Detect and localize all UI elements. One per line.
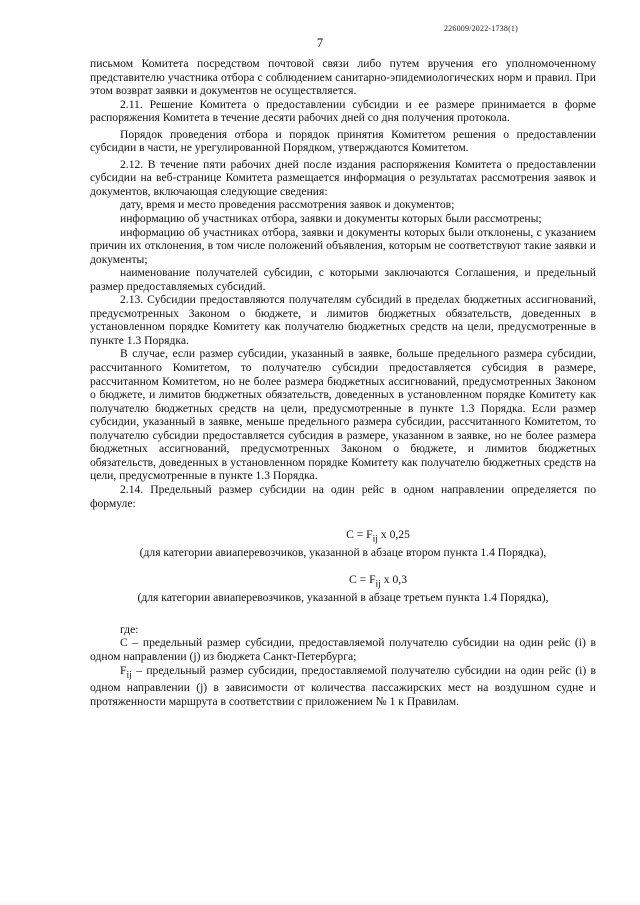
- paragraph-2-13: 2.13. Субсидии предоставляются получателям субсидий в пределах бюджетных ассигнований, предусмотренных Законом о бюджете, и лимитов бюджетных обязательств, доведенных в установленном порядке Комитету как получателю бюджетных средств на цели, предусмотренные в пункте 1.3 Порядка.: [90, 293, 596, 347]
- list-item: информацию об участниках отбора, заявки и документы которых были рассмотрены;: [120, 212, 542, 226]
- list-item: дату, время и место проведения рассмотрения заявок и документов;: [120, 198, 455, 212]
- document-number: 226009/2022-1738(1): [443, 24, 518, 33]
- paragraph-2-14: 2.14. Предельный размер субсидии на один рейс в одном направлении определяется по формуле:: [90, 482, 596, 510]
- page-number: 7: [316, 36, 324, 50]
- formula-1-note: (для категории авиаперевозчиков, указанной в абзаце втором пункта 1.4 Порядка),: [139, 545, 547, 559]
- list-item: наименование получателей субсидии, с которыми заключаются Соглашения, и предельный размер предоставляемых субсидий.: [90, 266, 596, 293]
- paragraph-2-12: 2.12. В течение пяти рабочих дней после издания распоряжения Комитета о предоставлении субсидии на веб-странице Комитета размещается информация о результатах рассмотрения заявок и документов, включающая следующие сведения:: [90, 157, 596, 198]
- definition-f: $F_{ij}$ – предельный размер субсидии, предоставляемой получателю субсидии на один рейс (i) в одном направлении (j) в зависимости от количества пассажирских мест на воздушном судне и протяженности маршрута в соответствии с приложением № 1 к Правилам.: [90, 663, 596, 708]
- paragraph-2-11: 2.11. Решение Комитета о предоставлении субсидии и ее размере принимается в форме распоряжения Комитета в течение десяти рабочих дней со дня получения протокола.: [90, 97, 596, 125]
- document-body: [90, 57, 596, 708]
- definition-c: С – предельный размер субсидии, предоставляемой получателю субсидии на один рейс (i) в одном направлении (j) из бюджета Санкт-Петербурга;: [90, 636, 596, 663]
- list-item: информацию об участниках отбора, заявки и документы которых были отклонены, с указанием причин их отклонения, в том числе положений объявления, которым не соответствуют такие заявки и документы;: [90, 225, 596, 266]
- paragraph: В случае, если размер субсидии, указанный в заявке, больше предельного размера субсидии, рассчитанного Комитетом, то получателю субсидии предоставляется субсидия в размере, рассчитанном Комитетом, но не более размера бюджетных ассигнований, предусмотренных Законом о бюджете, и лимитов бюджетных обязательств, доведенных в установленном порядке Комитету как получателю бюджетных средств на цели, предусмотренные в пункте 1.3 Порядка. Если размер субсидии, указанный в заявке, меньше предельного размера субсидии, рассчитанного Комитетом, то получателю субсидии предоставляется субсидия в размере, указанном в заявке, но не более размера бюджетных ассигнований, предусмотренных Законом о бюджете, и лимитов бюджетных обязательств, доведенных в установленном порядке Комитету как получателю бюджетных средств на цели, предусмотренные в пункте 1.3 Порядка.: [90, 347, 596, 483]
- formula-1: $C = F_{ij}$ x 0,25: [346, 528, 410, 545]
- paragraph: письмом Комитета посредством почтовой связи либо путем вручения его уполномоченному представителю участника отбора с соблюдением санитарно-эпидемиологических норм и правил. При этом возврат заявки и документов не осуществляется.: [90, 57, 596, 98]
- formula-2-note: (для категории авиаперевозчиков, указанной в абзаце третьем пункта 1.4 Порядка),: [137, 591, 549, 605]
- paragraph: Порядок проведения отбора и порядок принятия Комитетом решения о предоставлении субсидии в части, не урегулированной Порядком, утверждаются Комитетом.: [90, 127, 596, 155]
- formula-2: $C = F_{ij}$ x 0,3: [349, 573, 407, 590]
- where-label: где:: [120, 622, 139, 636]
